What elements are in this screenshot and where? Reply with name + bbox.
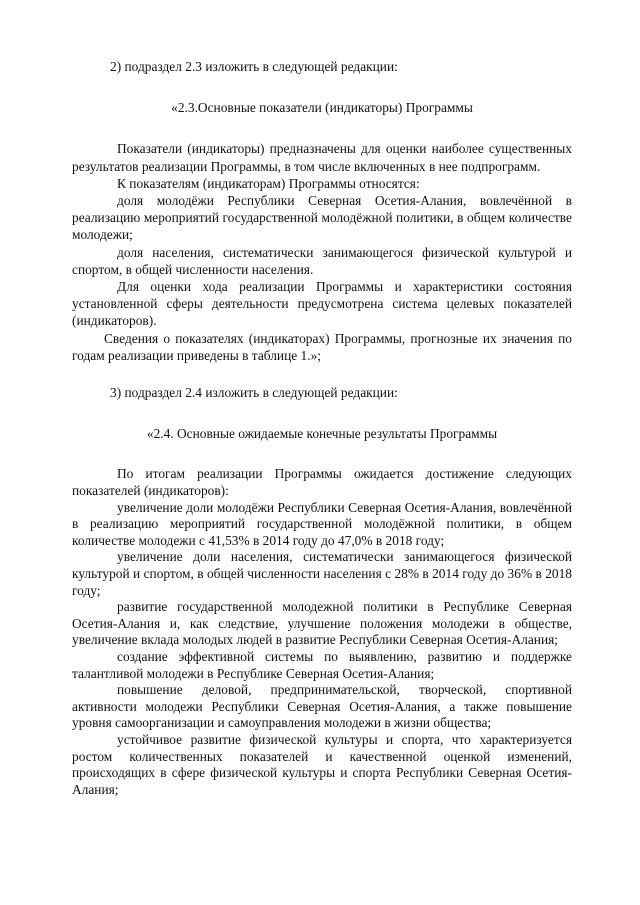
paragraph: Сведения о показателях (индикаторах) Программы, прогнозные их значения по годам реализации приведены в таблице 1.»; (72, 330, 572, 363)
paragraph: Показатели (индикаторы) предназначены для оценки наиболее существенных результатов реализации Программы, в том числе включенных в нее подпрограмм. (72, 141, 572, 174)
section-3-title: «2.4. Основные ожидаемые конечные результаты Программы (146, 426, 498, 442)
section-3-heading: 3) подраздел 2.4 изложить в следующей редакции: (110, 385, 398, 401)
paragraph: развитие государственной молодежной политики в Республике Северная Осетия-Алания и, как следствие, улучшение положения молодежи в обществе, увеличение вклада молодых людей в развитие Республики Северная Осетия-Алания; (72, 599, 572, 648)
paragraph: доля молодёжи Республики Северная Осетия-Алания, вовлечённой в реализацию мероприятий государственной молодёжной политики, в общем количестве молодежи; (72, 193, 572, 243)
section-2-heading: 2) подраздел 2.3 изложить в следующей редакции: (110, 59, 398, 74)
section-2-body (72, 140, 572, 364)
section-2-title: «2.3.Основные показатели (индикаторы) Программы (171, 100, 473, 116)
paragraph: устойчивое развитие физической культуры и спорта, что характеризуется ростом количественных показателей и качественной оценкой изменений, происходящих в сфере физической культуры и спорта Республики Северная Осетия-Алания; (72, 731, 572, 797)
paragraph: повышение деловой, предпринимательской, творческой, спортивной активности молодежи Республики Северная Осетия-Алания, а также повышение уровня самоорганизации и самоуправления молодежи в жизни общества; (72, 682, 572, 731)
paragraph: увеличение доли населения, систематически занимающегося физической культурой и спортом, в общей численности населения с 28% в 2014 году до 36% в 2018 году; (72, 549, 572, 598)
paragraph: Для оценки хода реализации Программы и характеристики состояния установленной сферы деятельности предусмотрена система целевых показателей (индикаторов). (72, 279, 572, 329)
section-3-body (72, 466, 572, 798)
paragraph: По итогам реализации Программы ожидается достижение следующих показателей (индикаторов): (72, 466, 572, 499)
paragraph: увеличение доли молодёжи Республики Северная Осетия-Алания, вовлечённой в реализацию мероприятий государственной молодёжной политики, в общем количестве молодежи с 41,53% в 2014 году до 47,0% в 2018 году; (72, 499, 572, 548)
paragraph: создание эффективной системы по выявлению, развитию и поддержке талантливой молодежи в Республике Северная Осетия-Алания; (72, 648, 572, 681)
paragraph: К показателям (индикаторам) Программы относятся: (117, 175, 420, 191)
paragraph: доля населения, систематически занимающегося физической культурой и спортом, в общей численности населения. (72, 244, 572, 277)
